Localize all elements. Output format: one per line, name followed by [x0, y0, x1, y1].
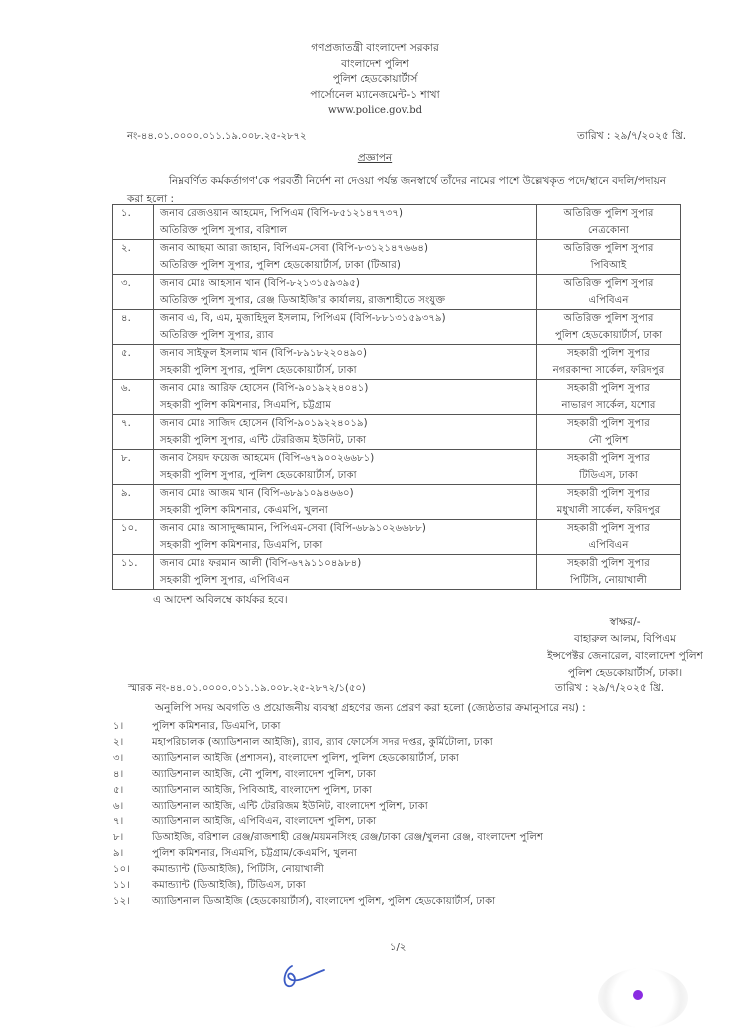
serial-number: ৩. [113, 275, 154, 310]
transfer-orders-table [112, 204, 681, 590]
new-post: সহকারী পুলিশ সুপার [567, 453, 650, 464]
office-name: পুলিশ হেডকোয়ার্টার্স [332, 73, 418, 85]
recipient-text: অ্যাডিশনাল আইজি, পিবিআই, বাংলাদেশ পুলিশ, ঢাকা [152, 784, 372, 796]
recipient-text: অ্যাডিশনাল আইজি, এন্টি টেররিজম ইউনিট, বাংলাদেশ পুলিশ, ঢাকা [152, 800, 428, 812]
department-name: বাংলাদেশ পুলিশ [341, 57, 409, 70]
new-place: এপিবিএন [588, 540, 629, 551]
new-post: সহকারী পুলিশ সুপার [567, 383, 650, 394]
list-item [113, 862, 543, 878]
officer-name: জনাব রেজওয়ান আহমেদ, পিপিএম (বিপি-৮৫১২১৪৭৭৩৭) [160, 208, 404, 219]
officer-name: জনাব মোঃ ফরমান আলী (বিপি-৬৭৯১১০৪৯৮৪) [160, 558, 362, 569]
copy-recipient-list [113, 719, 543, 910]
serial-number: ৯. [113, 485, 154, 520]
new-posting-cell [537, 310, 681, 345]
letterhead [0, 41, 750, 119]
new-place: এপিবিএন [588, 295, 629, 306]
table-row [113, 205, 681, 240]
list-number: ১। [113, 721, 124, 732]
recipient-text: অ্যাডিশনাল আইজি, এপিবিএন, বাংলাদেশ পুলিশ, ঢাকা [152, 816, 377, 828]
new-post: অতিরিক্ত পুলিশ সুপার [563, 208, 654, 219]
recipient-text: পুলিশ কমিশনার, ডিএমপি, ঢাকা [152, 721, 281, 732]
current-posting: সহকারী পুলিশ সুপার, এন্টি টেররিজম ইউনিট, ঢাকা [160, 435, 367, 446]
new-posting-cell [537, 555, 681, 590]
new-post: সহকারী পুলিশ সুপার [567, 348, 650, 359]
recipient-text: কমান্ড্যান্ট (ডিআইজি), টিডিএস, ঢাকা [152, 880, 306, 892]
serial-number: ৪. [113, 310, 154, 345]
list-item [113, 767, 543, 783]
recipient-text: ডিআইজি, বরিশাল রেঞ্জ/রাজশাহী রেঞ্জ/ময়মনসিংহ রেঞ্জ/ঢাকা রেঞ্জ/খুলনা রেঞ্জ, বাংলাদেশ পুলিশ [152, 832, 543, 844]
current-posting: অতিরিক্ত পুলিশ সুপার, পুলিশ হেডকোয়ার্টার্স, ঢাকা (টিআর) [160, 260, 401, 271]
new-posting-cell [537, 240, 681, 275]
serial-number: ৫. [113, 345, 154, 380]
recipient-text: অ্যাডিশনাল আইজি, নৌ পুলিশ, বাংলাদেশ পুলিশ, ঢাকা [152, 768, 377, 780]
list-item [113, 783, 543, 799]
list-number: ৪। [113, 768, 124, 780]
list-item [113, 814, 543, 830]
current-posting: সহকারী পুলিশ কমিশনার, সিএমপি, চট্টগ্রাম [160, 400, 331, 411]
page-number: ১/২ [390, 942, 407, 953]
officer-cell [154, 240, 537, 275]
table-row [113, 240, 681, 275]
recipient-text: কমান্ড্যান্ট (ডিআইজি), পিটিসি, নোয়াখালী [152, 864, 324, 876]
current-posting: সহকারী পুলিশ সুপার, পুলিশ হেডকোয়ার্টার্স, ঢাকা [160, 365, 357, 376]
document-title: প্রজ্ঞাপন [357, 152, 393, 164]
officer-cell [154, 275, 537, 310]
list-number: ৮। [113, 832, 124, 844]
officer-name: জনাব এ, বি, এম, মুজাহিদুল ইসলাম, পিপিএম (বিপি-৮৮১৩১৫৯৩৭৯) [160, 313, 446, 324]
list-number: ১২। [113, 895, 130, 907]
table-row [113, 380, 681, 415]
current-posting: সহকারী পুলিশ কমিশনার, কেএমপি, খুলনা [160, 505, 328, 516]
list-number: ১১। [113, 880, 130, 892]
list-item [113, 830, 543, 846]
floating-button-dot-icon [633, 990, 643, 1000]
list-number: ১০। [113, 864, 130, 876]
list-number: ৯। [113, 848, 124, 860]
intro-paragraph: নিম্নবর্ণিত কর্মকর্তাগণ'কে পরবর্তী নির্দেশ না দেওয়া পর্যন্ত জনস্বার্থে তাঁদের নামের পাশে উল্লেখকৃত পদে/স্থানে বদলি/পদায়ন করা হলো : [127, 175, 667, 205]
new-post: সহকারী পুলিশ সুপার [567, 488, 650, 499]
officer-name: জনাব মোঃ আজম খান (বিপি-৬৮৯১০৯৪৬৬০) [160, 488, 354, 499]
signatory-office: পুলিশ হেডকোয়ার্টার্স, ঢাকা। [567, 667, 683, 679]
officer-cell [154, 310, 537, 345]
effect-note: এ আদেশ অবিলম্বে কার্যকর হবে। [153, 594, 288, 606]
new-post: অতিরিক্ত পুলিশ সুপার [563, 243, 654, 254]
officer-cell [154, 555, 537, 590]
officer-cell [154, 345, 537, 380]
new-posting-cell [537, 520, 681, 555]
serial-number: ১. [113, 205, 154, 240]
branch-name: পার্সোনেল ম্যানেজমেন্ট-১ শাখা [310, 88, 440, 101]
list-item [113, 799, 543, 815]
copy-intro: অনুলিপি সদয় অবগতি ও প্রয়োজনীয় ব্যবস্থা গ্রহণের জন্য প্রেরণ করা হলো (জ্যেষ্ঠতার ক্রমানুসারে নয়) : [155, 702, 586, 714]
list-item [113, 846, 543, 862]
list-number: ৫। [113, 784, 124, 796]
current-posting: সহকারী পুলিশ সুপার, পুলিশ হেডকোয়ার্টার্স, ঢাকা [160, 470, 357, 481]
new-post: সহকারী পুলিশ সুপার [567, 523, 650, 534]
officer-cell [154, 205, 537, 240]
government-name: গণপ্রজাতন্ত্রী বাংলাদেশ সরকার [311, 42, 439, 54]
list-number: ৬। [113, 800, 124, 812]
new-post: সহকারী পুলিশ সুপার [567, 418, 650, 429]
list-item [113, 878, 543, 894]
new-posting-cell [537, 275, 681, 310]
officer-cell [154, 450, 537, 485]
new-post: অতিরিক্ত পুলিশ সুপার [563, 278, 654, 289]
new-post: অতিরিক্ত পুলিশ সুপার [563, 313, 654, 324]
new-place: পুলিশ হেডকোয়ার্টার্স, ঢাকা [554, 330, 663, 341]
recipient-text: মহাপরিচালক (অ্যাডিশনাল আইজি), র‍্যাব, র‍্যাব ফোর্সেস সদর দপ্তর, কুর্মিটোলা, ঢাকা [152, 736, 493, 748]
serial-number: ১১. [113, 555, 154, 590]
serial-number: ২. [113, 240, 154, 275]
signed-mark: স্বাক্ষর/- [609, 616, 641, 628]
recipient-text: অ্যাডিশনাল ডিআইজি (হেডকোয়ার্টার্স), বাংলাদেশ পুলিশ, পুলিশ হেডকোয়ার্টার্স, ঢাকা [152, 895, 496, 907]
signature-block [520, 614, 730, 682]
current-posting: অতিরিক্ত পুলিশ সুপার, রেঞ্জ ডিআইজি'র কার্যালয়, রাজশাহীতে সংযুক্ত [160, 295, 446, 306]
copy-memo-number: স্মারক নং-৪৪.০১.০০০০.০১১.১৯.০০৮.২৫-২৮৭২/১(৫০) [128, 683, 366, 694]
current-posting: সহকারী পুলিশ কমিশনার, ডিএমপি, ঢাকা [160, 540, 323, 551]
table-row [113, 310, 681, 345]
officer-name: জনাব মোঃ আরিফ হোসেন (বিপি-৯০১৯২২৪০৪১) [160, 383, 369, 394]
officer-name: জনাব মোঃ আসাদুজ্জামান, পিপিএম-সেবা (বিপি-৬৮৯১০২৬৬৮৮) [160, 523, 426, 534]
new-place: নগরকান্দা সার্কেল, ফরিদপুর [552, 365, 665, 376]
new-place: নেত্রকোনা [588, 225, 629, 236]
new-posting-cell [537, 345, 681, 380]
officer-name: জনাব মোঃ সাজিদ হোসেন (বিপি-৯০১৯২২৪০১৯) [160, 418, 368, 429]
officer-name: জনাব আছমা আরা জাহান, বিপিএম-সেবা (বিপি-৮৩১২১৪৭৬৬৪) [160, 243, 429, 254]
current-posting: অতিরিক্ত পুলিশ সুপার, র‍্যাব [160, 330, 274, 341]
new-posting-cell [537, 415, 681, 450]
new-place: পিটিসি, নোয়াখালী [570, 575, 647, 586]
floating-action-button[interactable] [598, 968, 688, 1028]
signatory-designation: ইন্সপেক্টর জেনারেল, বাংলাদেশ পুলিশ [547, 650, 703, 662]
officer-name: জনাব মোঃ আহসান খান (বিপি-৮২১৩১৫৯৩৯৫) [160, 278, 360, 289]
new-posting-cell [537, 205, 681, 240]
serial-number: ১০. [113, 520, 154, 555]
officer-cell [154, 380, 537, 415]
new-place: নাভারণ সার্কেল, যশোর [561, 400, 656, 411]
table-row [113, 275, 681, 310]
new-post: সহকারী পুলিশ সুপার [567, 558, 650, 569]
new-place: নৌ পুলিশ [588, 435, 629, 446]
table-row [113, 485, 681, 520]
table-row [113, 520, 681, 555]
new-place: টিডিএস, ঢাকা [579, 470, 638, 481]
serial-number: ৮. [113, 450, 154, 485]
copy-memo-date: তারিখ : ২৯/৭/২০২৫ খ্রি. [555, 682, 665, 694]
recipient-text: অ্যাডিশনাল আইজি (প্রশাসন), বাংলাদেশ পুলিশ, পুলিশ হেডকোয়ার্টার্স, ঢাকা [152, 752, 459, 764]
current-posting: সহকারী পুলিশ সুপার, এপিবিএন [160, 575, 290, 586]
website-link[interactable]: www.police.gov.bd [327, 105, 423, 116]
recipient-text: পুলিশ কমিশনার, সিএমপি, চট্টগ্রাম/কেএমপি, খুলনা [152, 848, 357, 860]
handwritten-initial-icon [280, 960, 350, 990]
officer-cell [154, 415, 537, 450]
new-posting-cell [537, 485, 681, 520]
new-place: মধুখালী সার্কেল, ফরিদপুর [556, 505, 661, 516]
list-number: ২। [113, 736, 124, 748]
table-row [113, 415, 681, 450]
list-item [113, 735, 543, 751]
table-row [113, 345, 681, 380]
serial-number: ৬. [113, 380, 154, 415]
table-row [113, 450, 681, 485]
officer-name: জনাব সাইফুল ইসলাম খান (বিপি-৮৯১৮২২০৪৯০) [160, 348, 367, 359]
list-item [113, 751, 543, 767]
list-number: ৩। [113, 752, 124, 764]
current-posting: অতিরিক্ত পুলিশ সুপার, বরিশাল [160, 225, 288, 236]
list-item [113, 894, 543, 910]
table-row [113, 555, 681, 590]
new-posting-cell [537, 450, 681, 485]
new-place: পিবিআই [590, 260, 627, 271]
list-number: ৭। [113, 816, 124, 828]
serial-number: ৭. [113, 415, 154, 450]
memo-number: নং-৪৪.০১.০০০০.০১১.১৯.০০৮.২৫-২৮৭২ [127, 131, 307, 142]
new-posting-cell [537, 380, 681, 415]
memo-date: তারিখ : ২৯/৭/২০২৫ খ্রি. [577, 130, 687, 142]
officer-name: জনাব সৈয়দ ফয়েজ আহমেদ (বিপি-৬৭৯০০২৬৬৮১) [160, 453, 375, 464]
officer-cell [154, 485, 537, 520]
list-item [113, 719, 543, 735]
officer-cell [154, 520, 537, 555]
signatory-name: বাহারুল আলম, বিপিএম [573, 633, 677, 645]
